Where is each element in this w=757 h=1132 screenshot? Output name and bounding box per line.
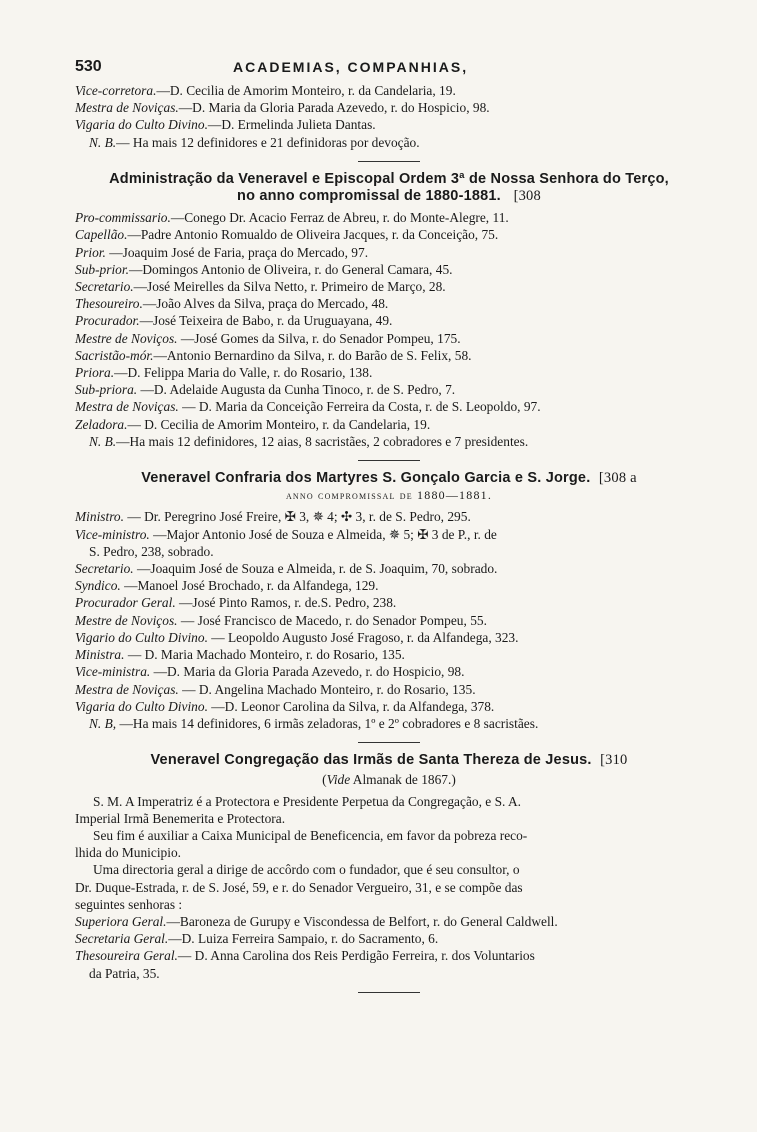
running-title: ACADEMIAS, COMPANHIAS,: [233, 59, 469, 75]
vide-text: Almanak de 1867.): [350, 772, 456, 788]
entry-text: —D. Adelaide Augusta da Cunha Tinoco, r. de S. Pedro, 7.: [137, 382, 456, 398]
entry-role: Secretario.: [75, 561, 134, 577]
nb-line: [75, 433, 703, 450]
entry-text: —D. Ermelinda Julieta Dantas.: [207, 117, 376, 133]
section-terco: [75, 171, 703, 450]
section-ref: [308 a: [598, 470, 637, 487]
entry-text: —Joaquim José de Souza e Almeida, r. de S. Joaquim, 70, sobrado.: [133, 561, 498, 577]
divider: [358, 742, 420, 743]
nb-line: [75, 134, 703, 151]
entry-line: [75, 681, 703, 698]
entry-role: Thesoureiro.: [75, 296, 143, 312]
entry-role: Mestra de Noviças.: [75, 399, 179, 415]
entry-role: Ministra.: [75, 647, 125, 663]
entry-role: Vigario do Culto Divino.: [75, 629, 208, 645]
entry-line: [75, 930, 703, 947]
entry-line: [75, 381, 703, 398]
entry-line: [75, 612, 703, 629]
vide-reference: [75, 771, 703, 788]
section-title-text: no anno compromissal de 1880-1881.: [237, 188, 501, 205]
entry-role: Sacristão-mór.: [75, 347, 154, 363]
paragraph-line: Imperial Irmã Benemerita e Protectora.: [75, 810, 286, 826]
entry-role: Superiora Geral.: [75, 913, 167, 929]
entry-text: —Major Antonio José de Souza e Almeida, ✵ 5; ✠ 3 de P., r. de: [149, 526, 497, 542]
entry-line: [75, 698, 703, 715]
entry-role: N. B.: [89, 134, 117, 150]
entry-line: [75, 82, 703, 99]
entry-role: Prior.: [75, 244, 106, 260]
paragraph-line: Uma directoria geral a dirige de accôrdo com o fundador, que é seu consultor, o: [93, 862, 520, 878]
section-title-line: [75, 470, 703, 487]
entry-text: —Ha mais 14 definidores, 6 irmãs zeladoras, 1º e 2º cobradores e 8 sacristães.: [116, 715, 539, 731]
entry-text: —D. Leonor Carolina da Silva, r. da Alfandega, 378.: [207, 698, 495, 714]
vide-open: (: [322, 772, 327, 788]
entry-text: —D. Maria da Gloria Parada Azevedo, r. do Hospicio, 98.: [178, 100, 490, 116]
section-title: Veneravel Confraria dos Martyres S. Gonçalo Garcia e S. Jorge.: [141, 470, 591, 487]
entry-text: —Manoel José Brochado, r. da Alfandega, 129.: [120, 578, 379, 594]
divider: [358, 460, 420, 461]
entry-text: —Ha mais 12 definidores, 12 aias, 8 sacristães, 2 cobradores e 7 presidentes.: [116, 433, 529, 449]
entry-continuation: da Patria, 35.: [89, 965, 160, 981]
section-ref: [308: [513, 188, 541, 205]
entry-text: —Joaquim José de Faria, praça do Mercado, 97.: [105, 244, 369, 260]
entry-role: Sub-prior.: [75, 261, 129, 277]
page-header: [75, 58, 703, 80]
entry-line: [75, 295, 703, 312]
entry-text: —Domingos Antonio de Oliveira, r. do General Camara, 45.: [128, 261, 453, 277]
entry-line: [75, 278, 703, 295]
section-title: Veneravel Congregação das Irmãs de Santa Thereza de Jesus.: [150, 752, 592, 769]
entry-line: [75, 663, 703, 680]
entry-line: [75, 398, 703, 415]
entry-line: [75, 416, 703, 433]
entry-line: [75, 364, 703, 381]
entry-role: Vice-ministra.: [75, 664, 151, 680]
section-santa-thereza: [75, 752, 703, 982]
entry-role: Vigaria do Culto Divino.: [75, 117, 208, 133]
nb-line: [75, 715, 703, 732]
entry-role: Procurador Geral.: [75, 595, 176, 611]
entry-role: Mestra de Noviças.: [75, 681, 179, 697]
entry-line: [75, 646, 703, 663]
section-subtitle: anno compromissal de 1880—1881.: [285, 488, 493, 503]
divider: [358, 161, 420, 162]
entry-text: —Baroneza de Gurupy e Viscondessa de Belfort, r. do General Caldwell.: [166, 913, 558, 929]
entry-role: Capellão.: [75, 227, 128, 243]
entry-role: Sub-priora.: [75, 382, 138, 398]
entry-line: [75, 577, 703, 594]
divider: [358, 992, 420, 993]
section-title-line2: [75, 188, 703, 205]
entry-line: [75, 508, 703, 525]
entry-line: [75, 312, 703, 329]
entry-role: Vigaria do Culto Divino.: [75, 698, 208, 714]
entry-line: [75, 347, 703, 364]
entry-line: [75, 209, 703, 226]
entry-text: — D. Anna Carolina dos Reis Perdigão Ferreira, r. dos Voluntarios: [177, 948, 535, 964]
entry-text: —José Teixeira de Babo, r. da Uruguayana, 49.: [139, 313, 393, 329]
entry-role: Thesoureira Geral.: [75, 948, 178, 964]
paragraph-line: Dr. Duque-Estrada, r. de S. José, 59, e r. do Senador Vergueiro, 31, e se compõe das: [75, 879, 523, 895]
entry-role: Ministro.: [75, 509, 124, 525]
entry-text: —José Gomes da Silva, r. do Senador Pompeu, 175.: [177, 330, 461, 346]
entry-text: —Padre Antonio Romualdo de Oliveira Jacques, r. da Conceição, 75.: [127, 227, 499, 243]
entry-text: —D. Luiza Ferreira Sampaio, r. do Sacramento, 6.: [168, 931, 439, 947]
paragraph-line: seguintes senhoras :: [75, 896, 183, 912]
paragraph-line: Seu fim é auxiliar a Caixa Municipal de Beneficencia, em favor da pobreza reco-: [93, 827, 528, 843]
entry-line: [75, 261, 703, 278]
section-title-line: [75, 752, 703, 769]
paragraph-line: S. M. A Imperatriz é a Protectora e Presidente Perpetua da Congregação, e S. A.: [93, 793, 521, 809]
entry-text: — Ha mais 12 definidores e 21 definidoras por devoção.: [116, 134, 420, 150]
entry-role: Pro-commissario.: [75, 210, 171, 226]
entry-text: — D. Maria Machado Monteiro, r. do Rosario, 135.: [124, 647, 405, 663]
entry-role: Procurador.: [75, 313, 140, 329]
entry-text: —Conego Dr. Acacio Ferraz de Abreu, r. do Monte-Alegre, 11.: [170, 210, 509, 226]
entry-text: —D. Maria da Gloria Parada Azevedo, r. do Hospicio, 98.: [150, 664, 465, 680]
entry-text: —João Alves da Silva, praça do Mercado, 48.: [142, 296, 389, 312]
entry-line: [75, 947, 703, 964]
entry-role: Mestre de Noviços.: [75, 330, 178, 346]
entry-line: [75, 913, 703, 930]
entry-text: —José Pinto Ramos, r. de.S. Pedro, 238.: [175, 595, 397, 611]
entry-text: —D. Felippa Maria do Valle, r. do Rosario, 138.: [114, 365, 373, 381]
entry-text: — D. Maria da Conceição Ferreira da Costa, r. de S. Leopoldo, 97.: [178, 399, 541, 415]
entry-line: [75, 116, 703, 133]
entry-text: — José Francisco de Macedo, r. do Senador Pompeu, 55.: [177, 612, 487, 628]
entry-role: N. B.: [89, 433, 117, 449]
entry-role: N. B,: [89, 715, 117, 731]
entry-text: —Antonio Bernardino da Silva, r. do Barão de S. Felix, 58.: [153, 347, 472, 363]
paragraph-line: lhida do Municipio.: [75, 845, 182, 861]
entry-role: Mestra de Noviças.: [75, 100, 179, 116]
section-martyres: [75, 470, 703, 732]
entry-role: Priora.: [75, 365, 115, 381]
entry-line: [75, 629, 703, 646]
page-number: 530: [75, 58, 102, 75]
entry-role: Secretario.: [75, 279, 134, 295]
entry-text: —José Meirelles da Silva Netto, r. Primeiro de Março, 28.: [133, 279, 446, 295]
entry-role: Zeladora.: [75, 416, 128, 432]
entry-text: — D. Cecilia de Amorim Monteiro, r. da Candelaria, 19.: [127, 416, 431, 432]
entry-text: — Leopoldo Augusto José Fragoso, r. da Alfandega, 323.: [207, 629, 519, 645]
entry-text: — D. Angelina Machado Monteiro, r. do Rosario, 135.: [178, 681, 476, 697]
intro-list: [75, 82, 703, 151]
entry-line: [75, 244, 703, 261]
entry-line: [75, 526, 703, 543]
entry-role: Secretaria Geral.: [75, 931, 169, 947]
entry-role: Syndico.: [75, 578, 121, 594]
entry-continuation: S. Pedro, 238, sobrado.: [89, 543, 214, 559]
entry-line: [75, 226, 703, 243]
entry-text: —D. Cecilia de Amorim Monteiro, r. da Candelaria, 19.: [156, 83, 456, 98]
entry-text: — Dr. Peregrino José Freire, ✠ 3, ✵ 4; ✣ 3, r. de S. Pedro, 295.: [123, 509, 471, 525]
document-page: [75, 58, 703, 1002]
entry-role: Vice-corretora.: [75, 83, 157, 98]
section-title: Administração da Veneravel e Episcopal Ordem 3ª de Nossa Senhora do Terço,: [109, 170, 669, 187]
entry-role: Mestre de Noviços.: [75, 612, 178, 628]
entry-line: [75, 560, 703, 577]
entry-line: [75, 330, 703, 347]
vide-word: Vide: [326, 772, 351, 788]
section-ref: [310: [600, 752, 628, 769]
entry-role: Vice-ministro.: [75, 526, 150, 542]
entry-line: [75, 99, 703, 116]
entry-line: [75, 594, 703, 611]
